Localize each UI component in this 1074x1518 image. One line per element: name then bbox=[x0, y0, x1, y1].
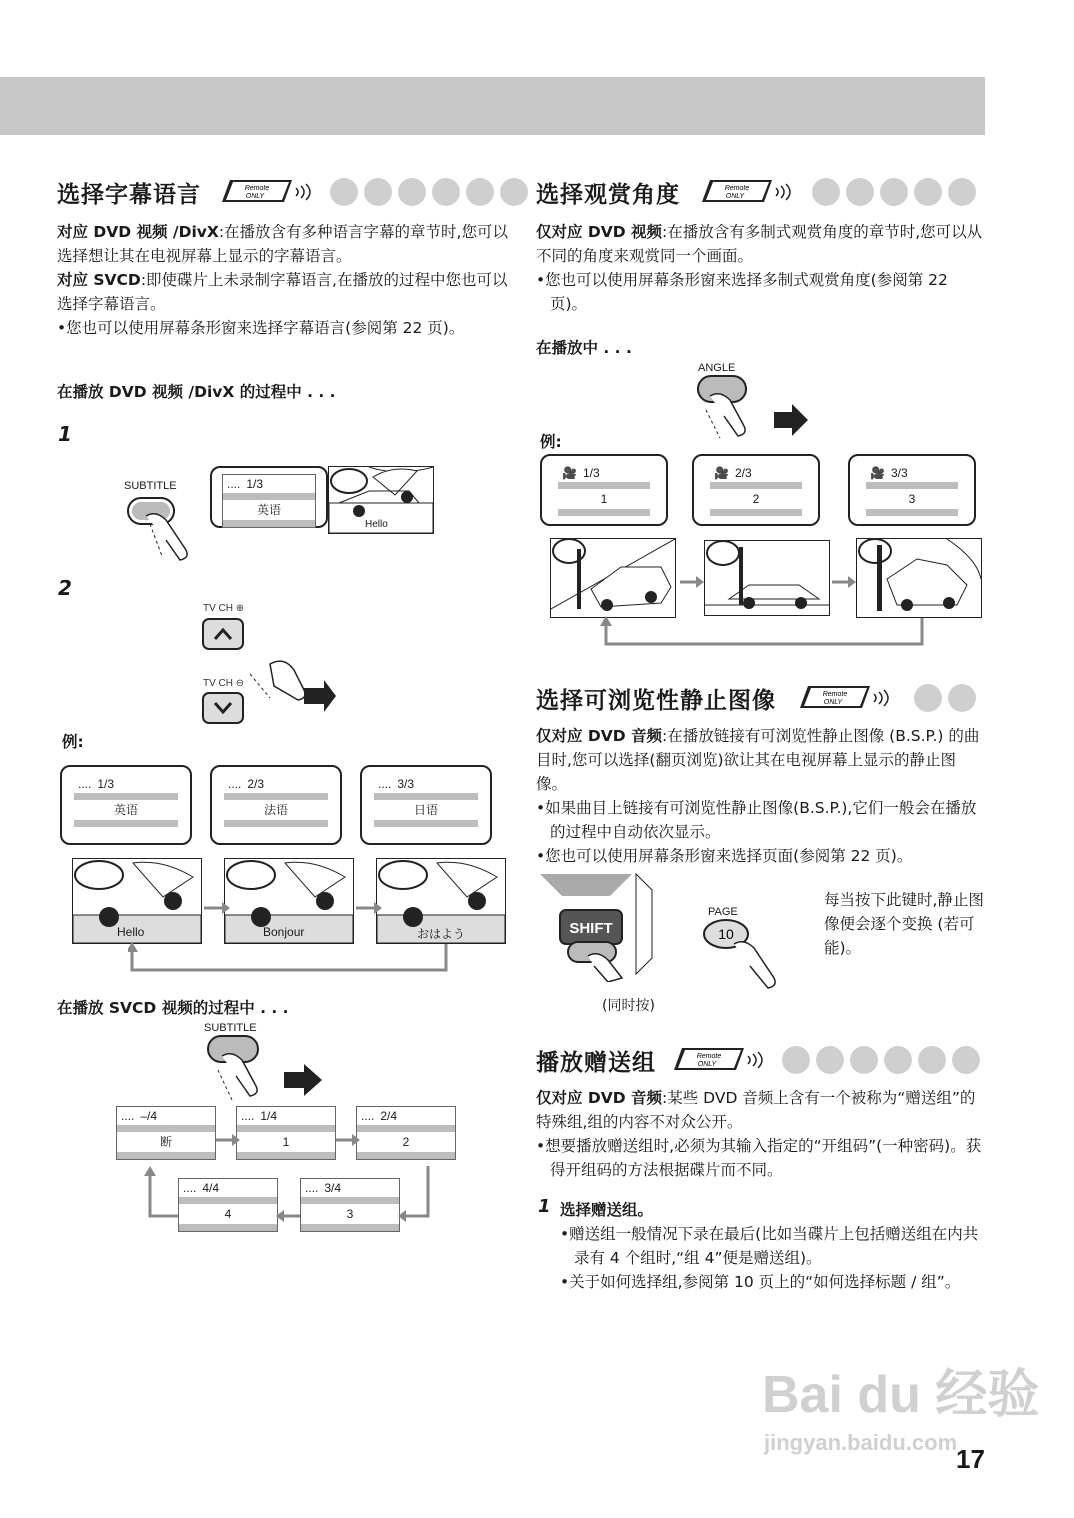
subtitle-scene-3: おはよう bbox=[376, 858, 506, 944]
section-dots bbox=[914, 684, 976, 712]
camera-icon: 🎥 bbox=[562, 466, 577, 480]
remote-only-badge bbox=[222, 178, 322, 206]
svcd-flow-arrows bbox=[140, 1130, 440, 1240]
angle-example-3: 🎥 3/3 3 bbox=[848, 454, 976, 526]
subtitle-example-3: .... 3/3 日语 bbox=[360, 765, 492, 845]
subtitle-icon: .... bbox=[183, 1181, 197, 1195]
svg-text:10: 10 bbox=[718, 926, 734, 942]
subtitle-button[interactable] bbox=[120, 494, 200, 564]
page-button-label: PAGE bbox=[708, 906, 738, 918]
svcd-osd-2: .... 2/4 2 bbox=[356, 1106, 456, 1160]
section-dots bbox=[782, 1046, 980, 1074]
subtitle-icon: .... bbox=[305, 1181, 319, 1195]
section-title-angle: 选择观赏角度 bbox=[536, 182, 680, 208]
section-title-bsp: 选择可浏览性静止图像 bbox=[536, 688, 776, 714]
tvch-down-label: TV CH ⊖ bbox=[203, 678, 245, 689]
angle-example-label: 例: bbox=[540, 433, 562, 451]
finger-arrow-icon bbox=[240, 654, 340, 714]
subtitle-icon: .... bbox=[361, 1109, 375, 1123]
during-dvd-label: 在播放 DVD 视频 /DivX 的过程中 . . . bbox=[57, 383, 336, 401]
subtitle-icon: .... bbox=[227, 477, 241, 491]
baidu-watermark-logo: Bai du 经验 bbox=[762, 1366, 1040, 1424]
angle-example-2: 🎥 2/3 2 bbox=[692, 454, 820, 526]
svg-text:Remote: Remote bbox=[696, 1053, 722, 1060]
camera-icon: 🎥 bbox=[870, 466, 885, 480]
simultaneous-label: (同时按) bbox=[602, 998, 655, 1014]
shift-button[interactable] bbox=[540, 872, 670, 982]
svg-text:Remote: Remote bbox=[724, 185, 750, 192]
bsp-note: 每当按下此键时,静止图像便会逐个变换 (若可能)。 bbox=[824, 891, 984, 957]
tvch-up-label: TV CH ⊕ bbox=[203, 603, 245, 614]
bsp-description: 仅对应 DVD 音频:在播放链接有可浏览性静止图像 (B.S.P.) 的曲目时,您可以选择(翻页浏览)欲让其在电视屏幕上显示的静止图像。 •如果曲目上链接有可浏览性静止图像(B.S.P.),它们一般会在播放的过程中自动依次显示。 •您也可以使用屏幕条形窗来选择页面(参阅第 22 页)。 bbox=[536, 727, 980, 865]
subtitle-icon: .... bbox=[121, 1109, 135, 1123]
tvch-up-button[interactable] bbox=[200, 616, 248, 652]
remote-only-badge bbox=[800, 684, 900, 712]
svcd-osd-1: .... 1/4 1 bbox=[236, 1106, 336, 1160]
remote-only-badge bbox=[674, 1046, 774, 1074]
svcd-subtitle-button[interactable] bbox=[200, 1034, 340, 1104]
svg-text:ONLY: ONLY bbox=[725, 193, 745, 200]
svg-text:ONLY: ONLY bbox=[823, 699, 843, 706]
page-button[interactable] bbox=[700, 918, 790, 990]
subtitle-description: 对应 DVD 视频 /DivX:在播放含有多种语言字幕的章节时,您可以选择想让其在电视屏幕上显示的字幕语言。 对应 SVCD:即使碟片上未录制字幕语言,在播放的过程中您也可以选择字幕语言。 •您也可以使用屏幕条形窗来选择字幕语言(参阅第 22 页)。 bbox=[57, 223, 508, 337]
svcd-osd-3: .... 3/4 3 bbox=[300, 1178, 400, 1232]
angle-cycle-arrows bbox=[600, 568, 930, 650]
subtitle-icon: .... bbox=[228, 777, 242, 791]
bonus-step-notes: •赠送组一般情况下录在最后(比如当碟片上包括赠送组在内共录有 4 个组时,“组 4”便是赠送组)。 •关于如何选择组,参阅第 10 页上的“如何选择标题 / 组”。 bbox=[560, 1225, 979, 1291]
angle-button[interactable] bbox=[694, 374, 814, 440]
during-svcd-label: 在播放 SVCD 视频的过程中 . . . bbox=[57, 999, 289, 1017]
section-dots bbox=[330, 178, 528, 206]
svg-text:SHIFT: SHIFT bbox=[569, 920, 613, 937]
svg-text:Remote: Remote bbox=[244, 185, 270, 192]
subtitle-scene-1: Hello bbox=[72, 858, 202, 944]
page-number: 17 bbox=[956, 1444, 985, 1474]
bonus-step-1-number: 1 bbox=[538, 1196, 551, 1217]
svg-text:ONLY: ONLY bbox=[697, 1061, 717, 1068]
svcd-osd-4: .... 4/4 4 bbox=[178, 1178, 278, 1232]
angle-during-label: 在播放中 . . . bbox=[536, 339, 632, 357]
svcd-subtitle-label: SUBTITLE bbox=[204, 1022, 257, 1034]
bonus-step-1-text: 选择赠送组。 bbox=[560, 1201, 654, 1219]
camera-icon: 🎥 bbox=[714, 466, 729, 480]
step-1-number: 1 bbox=[58, 422, 72, 446]
subtitle-example-1: .... 1/3 英语 bbox=[60, 765, 192, 845]
svg-text:Remote: Remote bbox=[822, 691, 848, 698]
section-title-subtitle: 选择字幕语言 bbox=[57, 182, 201, 208]
cycle-arrows bbox=[128, 900, 458, 976]
step-2-number: 2 bbox=[58, 576, 72, 600]
section-dots bbox=[812, 178, 976, 206]
subtitle-example-2: .... 2/3 法语 bbox=[210, 765, 342, 845]
header-band bbox=[0, 77, 985, 135]
angle-example-1: 🎥 1/3 1 bbox=[540, 454, 668, 526]
angle-description: 仅对应 DVD 视频:在播放含有多制式观赏角度的章节时,您可以从不同的角度来观赏同一个画面。 •您也可以使用屏幕条形窗来选择多制式观赏角度(参阅第 22 页)。 bbox=[536, 223, 983, 313]
subtitle-icon: .... bbox=[241, 1109, 255, 1123]
subtitle-osd: .... 1/3 英语 bbox=[222, 474, 316, 528]
subtitle-button-label: SUBTITLE bbox=[124, 480, 177, 492]
example-label: 例: bbox=[62, 733, 84, 751]
scene-image: Hello bbox=[328, 466, 434, 534]
section-title-bonus: 播放赠送组 bbox=[536, 1050, 656, 1076]
angle-button-label: ANGLE bbox=[698, 362, 736, 374]
svcd-osd-off: .... –/4 断 bbox=[116, 1106, 216, 1160]
subtitle-icon: .... bbox=[378, 777, 392, 791]
baidu-watermark-url: jingyan.baidu.com bbox=[764, 1430, 958, 1455]
remote-only-badge bbox=[702, 178, 802, 206]
bonus-description: 仅对应 DVD 音频:某些 DVD 音频上含有一个被称为“赠送组”的特殊组,组的内容不对众公开。 •想要播放赠送组时,必须为其输入指定的“开组码”(一种密码)。获得开组码的方法根据碟片而不同。 bbox=[536, 1089, 982, 1179]
subtitle-icon: .... bbox=[78, 777, 92, 791]
svg-text:ONLY: ONLY bbox=[245, 193, 265, 200]
subtitle-osd-callout bbox=[210, 466, 328, 528]
subtitle-scene-2: Bonjour bbox=[224, 858, 354, 944]
